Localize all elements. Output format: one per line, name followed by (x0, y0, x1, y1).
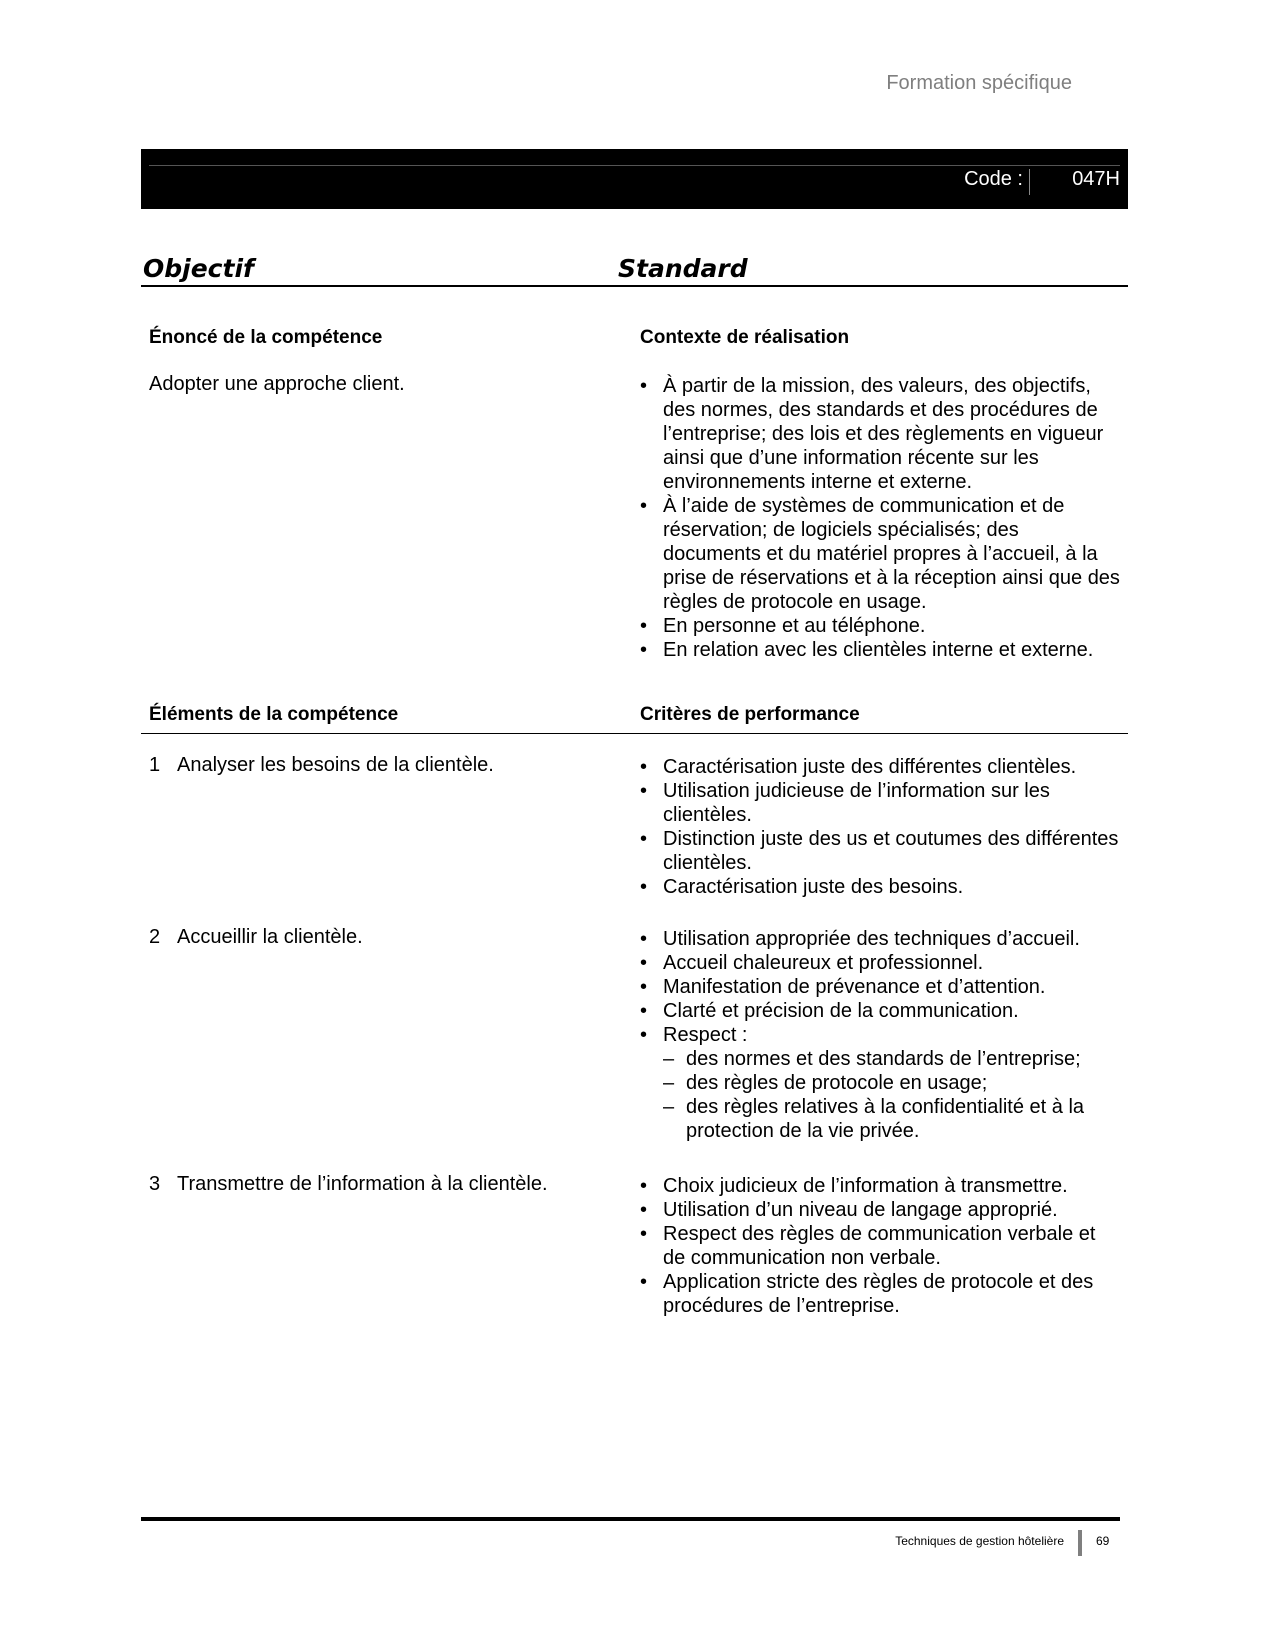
code-bar (141, 149, 1128, 209)
footer-divider (1078, 1530, 1082, 1556)
bullet-icon: • (640, 976, 648, 998)
footer-program: Techniques de gestion hôtelière (895, 1534, 1064, 1548)
bullet-icon: • (640, 495, 648, 517)
bullet-icon: • (640, 1175, 648, 1197)
code-label: Code : (964, 168, 1023, 190)
list-item: • Respect : – des normes et des standards de l’entreprise; – des règles de protocole en usage; – des règles relatives à la confidentialité et à la protection de la vie privée. (640, 1023, 1120, 1143)
element-number: 3 (149, 1173, 161, 1195)
list-item: • Application stricte des règles de protocole et des procédures de l’entreprise. (640, 1271, 1094, 1317)
dash-icon: – (663, 1072, 675, 1094)
bullet-icon: • (640, 639, 648, 661)
footer-rule (141, 1517, 1120, 1521)
element-number: 1 (149, 754, 161, 776)
bullet-icon: • (640, 375, 648, 397)
code-bar-inner-line (149, 165, 1120, 166)
list-item: • Utilisation appropriée des techniques d’accueil. (640, 928, 1080, 950)
list-item: • À partir de la mission, des valeurs, des objectifs, des normes, des standards et des procédures de l’entreprise; des lois et des règlements en vigueur ainsi que d’une information récente sur les environnements interne et externe. (640, 375, 1104, 493)
bullet-icon: • (640, 615, 648, 637)
list-item: • Manifestation de prévenance et d’attention. (640, 976, 1046, 998)
list-item: • Clarté et précision de la communication. (640, 1000, 1019, 1022)
criteres-heading: Critères de performance (640, 704, 860, 725)
element-text: Transmettre de l’information à la clientèle. (177, 1173, 548, 1195)
bullet-icon: • (640, 876, 648, 898)
list-item: • Accueil chaleureux et professionnel. (640, 952, 984, 974)
enonce-heading: Énoncé de la compétence (149, 327, 383, 348)
sub-list-item: – des règles de protocole en usage; (663, 1072, 988, 1094)
elements-rule (141, 733, 1128, 734)
list-item: • Utilisation d’un niveau de langage approprié. (640, 1199, 1058, 1221)
contexte-list (640, 374, 1120, 662)
element-1 (149, 753, 494, 777)
sub-list-item: – des règles relatives à la confidentialité et à la protection de la vie privée. (663, 1096, 1085, 1142)
criteria-list-2 (640, 927, 1120, 1143)
section-label: Formation spécifique (886, 72, 1072, 94)
element-text: Analyser les besoins de la clientèle. (177, 754, 494, 776)
bullet-icon: • (640, 1000, 648, 1022)
heading-rule (141, 285, 1128, 287)
sub-list-item: – des normes et des standards de l’entreprise; (663, 1048, 1081, 1070)
contexte-heading: Contexte de réalisation (640, 327, 850, 348)
bullet-icon: • (640, 780, 648, 802)
elements-heading: Éléments de la compétence (149, 704, 399, 725)
element-2 (149, 925, 363, 949)
sub-criteria-list (663, 1047, 1120, 1143)
list-item: • En personne et au téléphone. (640, 615, 926, 637)
code-value: 047H (1072, 168, 1120, 190)
list-item: • En relation avec les clientèles interne et externe. (640, 639, 1094, 661)
dash-icon: – (663, 1048, 675, 1070)
bullet-icon: • (640, 928, 648, 950)
criteria-list-3 (640, 1174, 1120, 1318)
list-item: • Utilisation judicieuse de l’information sur les clientèles. (640, 780, 1050, 826)
code-separator (1029, 169, 1030, 195)
page-number: 69 (1096, 1534, 1110, 1548)
bullet-icon: • (640, 1024, 648, 1046)
objectif-heading: Objectif (143, 254, 254, 283)
bullet-icon: • (640, 1271, 648, 1293)
enonce-text: Adopter une approche client. (149, 373, 405, 395)
bullet-icon: • (640, 1199, 648, 1221)
bullet-icon: • (640, 756, 648, 778)
list-item: • Respect des règles de communication verbale et de communication non verbale. (640, 1223, 1096, 1269)
bullet-icon: • (640, 952, 648, 974)
bullet-icon: • (640, 828, 648, 850)
element-3 (149, 1172, 548, 1196)
criteria-list-1 (640, 755, 1120, 899)
element-number: 2 (149, 926, 161, 948)
bullet-icon: • (640, 1223, 648, 1245)
list-item: • À l’aide de systèmes de communication et de réservation; de logiciels spécialisés; des documents et du matériel propres à l’accueil, à la prise de réservations et à la réception ainsi que des règles de protocole en usage. (640, 495, 1120, 613)
list-item: • Caractérisation juste des besoins. (640, 876, 964, 898)
list-item: • Choix judicieux de l’information à transmettre. (640, 1175, 1068, 1197)
list-item: • Distinction juste des us et coutumes des différentes clientèles. (640, 828, 1119, 874)
standard-heading: Standard (618, 254, 748, 283)
list-item: • Caractérisation juste des différentes clientèles. (640, 756, 1077, 778)
dash-icon: – (663, 1096, 675, 1118)
element-text: Accueillir la clientèle. (177, 926, 363, 948)
